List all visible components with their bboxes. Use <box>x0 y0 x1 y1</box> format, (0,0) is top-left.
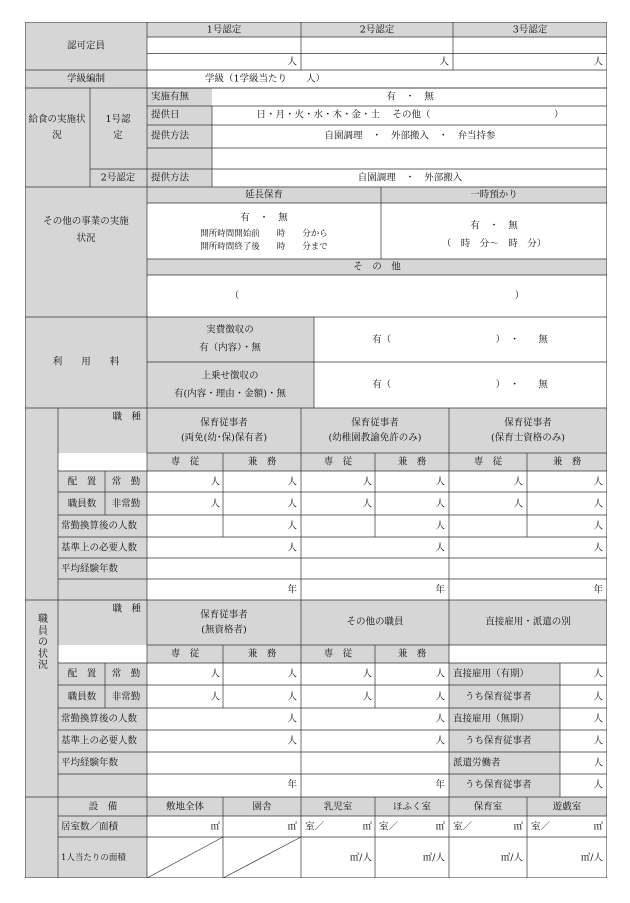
full-time-col3: 専 従 <box>473 456 503 468</box>
full-time-col5: 専 従 <box>323 648 353 660</box>
cell-a4[interactable]: 人 <box>435 476 445 488</box>
job-type-label-b: 職 種 <box>112 603 141 615</box>
req-5[interactable]: 人 <box>435 735 445 747</box>
dispatch-care-label: うち保育従事者 <box>465 779 532 791</box>
full-time-col1: 専 従 <box>170 456 200 468</box>
meal-days-label: 提供日 <box>151 109 180 121</box>
cert2-header: 2号認定 <box>359 24 395 36</box>
other-header: そ の 他 <box>353 261 401 273</box>
extra-fee-line1: 上乗せ徴収の <box>201 370 259 382</box>
col3-header-b: (保育士資格のみ) <box>491 432 565 444</box>
cert1-capacity[interactable]: 人 <box>287 56 297 68</box>
job-type-label-a: 職 種 <box>112 411 141 423</box>
dispatch-label: 派遣労働者 <box>453 757 501 769</box>
col2-header-b: (幼稚園教諭免許のみ) <box>328 432 422 444</box>
crawl-per[interactable]: ㎡/人 <box>422 852 445 864</box>
col6-header: 直接雇用・派遣の別 <box>485 616 571 628</box>
avg-years-label-a: 平均経験年数 <box>61 563 119 575</box>
nursery-area[interactable]: ㎡ <box>513 821 523 833</box>
emp-3[interactable]: 人 <box>593 713 603 725</box>
emp-2[interactable]: 人 <box>593 691 603 703</box>
nursery-info-form <box>25 22 607 878</box>
class-value[interactable]: 学級（1学級当たり 人） <box>205 73 326 85</box>
crawl-rooms[interactable]: 室／ <box>379 821 399 833</box>
cell-b1[interactable]: 人 <box>210 498 220 510</box>
play-area[interactable]: ㎡ <box>593 821 603 833</box>
extra-fee-value[interactable]: 有（ ） ・ 無 <box>372 379 548 391</box>
extended-care-after[interactable]: 開所時間終了後 時 分まで <box>200 241 328 252</box>
meal-label: 給食の実施状況 <box>28 114 86 141</box>
avg-years-label-b: 平均経験年数 <box>61 757 119 769</box>
fte-1[interactable]: 人 <box>287 520 297 532</box>
col5-header: その他の職員 <box>346 616 404 628</box>
site-area[interactable]: ㎡ <box>210 821 220 833</box>
req-1[interactable]: 人 <box>287 542 297 554</box>
nonregular-label-b: 非常勤 <box>111 691 141 703</box>
fte-3[interactable]: 人 <box>593 520 603 532</box>
meal-method2-value[interactable]: 自園調理 ・ 外部搬入 <box>357 172 463 184</box>
cell-c3[interactable]: 人 <box>362 668 372 680</box>
col4-header-a: 保育従事者 <box>200 609 248 621</box>
rooms-area-label: 居室数／面積 <box>61 821 119 833</box>
regular-label: 常 勤 <box>111 476 141 488</box>
part-time-col3: 兼 務 <box>552 456 582 468</box>
placement-label-b: 配 置 <box>67 668 97 680</box>
cell-b2[interactable]: 人 <box>287 498 297 510</box>
direct-fixed-care-label: うち保育従事者 <box>465 691 532 703</box>
temp-care-time[interactable]: （ 時 分～ 時 分） <box>441 238 547 250</box>
facility-label: 設 備 <box>88 801 118 813</box>
class-label: 学級編制 <box>66 73 106 85</box>
cell-b5[interactable]: 人 <box>513 498 523 510</box>
cell-b4[interactable]: 人 <box>435 498 445 510</box>
years-3[interactable]: 年 <box>593 584 603 596</box>
cell-a3[interactable]: 人 <box>362 476 372 488</box>
req-3[interactable]: 人 <box>593 542 603 554</box>
direct-fixed-label: 直接雇用（有期） <box>453 668 530 680</box>
extended-care-header: 延長保育 <box>244 189 284 201</box>
meal-method-label: 提供方法 <box>151 130 190 142</box>
req-2[interactable]: 人 <box>435 542 445 554</box>
gray-cells <box>25 22 607 878</box>
nursery-room-header: 保育室 <box>473 801 503 813</box>
cell-c1[interactable]: 人 <box>210 668 220 680</box>
fee-label: 利 用 料 <box>52 356 120 368</box>
col3-header-a: 保育従事者 <box>504 417 552 429</box>
meal-days-value[interactable]: 日・月・火・水・木・金・土 その他（ ） <box>256 109 564 121</box>
infant-rooms[interactable]: 室／ <box>305 821 325 833</box>
other-value[interactable]: （ ） <box>229 290 525 302</box>
meal-cert1-label: 1号認定 <box>105 114 131 141</box>
years-2[interactable]: 年 <box>435 584 445 596</box>
meal-method2-label: 提供方法 <box>151 172 190 184</box>
required-label-b: 基準上の必要人数 <box>61 735 138 747</box>
emp-1[interactable]: 人 <box>593 668 603 680</box>
cell-b3[interactable]: 人 <box>362 498 372 510</box>
fte-4[interactable]: 人 <box>287 713 297 725</box>
emp-4[interactable]: 人 <box>593 735 603 747</box>
meal-cert2-label: 2号認定 <box>100 172 136 184</box>
temp-care-umu[interactable]: 有 ・ 無 <box>470 220 518 232</box>
fte-label-a: 常勤換算後の人数 <box>61 520 138 532</box>
meal-method-value[interactable]: 自園調理 ・ 外部搬入 ・ 弁当持参 <box>324 130 496 142</box>
cert3-capacity[interactable]: 人 <box>593 56 603 68</box>
cell-a5[interactable]: 人 <box>513 476 523 488</box>
cell-a2[interactable]: 人 <box>287 476 297 488</box>
placement-label: 配 置 <box>67 476 97 488</box>
actual-cost-line1: 実費徴収の <box>206 324 254 336</box>
other-business-label: その他の事業の実施状況 <box>43 216 129 244</box>
form-grid <box>25 22 607 878</box>
cell-d4[interactable]: 人 <box>435 691 445 703</box>
regular-label-b: 常 勤 <box>111 668 141 680</box>
actual-cost-value[interactable]: 有（ ） ・ 無 <box>372 334 548 346</box>
cert3-header: 3号認定 <box>512 24 548 36</box>
building-area[interactable]: ㎡ <box>287 821 297 833</box>
fte-label-b: 常勤換算後の人数 <box>61 713 138 725</box>
infant-room-header: 乳児室 <box>323 801 353 813</box>
cell-a6[interactable]: 人 <box>593 476 603 488</box>
extended-care-before[interactable]: 開所時間開始前 時 分から <box>200 228 328 239</box>
fte-5[interactable]: 人 <box>435 713 445 725</box>
play-room-header: 遊戯室 <box>552 801 582 813</box>
nursery-rooms[interactable]: 室／ <box>453 821 473 833</box>
actual-cost-line2: 有（内容）・無 <box>199 342 261 354</box>
cell-c2[interactable]: 人 <box>287 668 297 680</box>
extra-fee-line2: 有(内容・理由・金額)・無 <box>174 388 286 400</box>
cell-d2[interactable]: 人 <box>287 691 297 703</box>
nonregular-label: 非常勤 <box>111 498 141 510</box>
fte-2[interactable]: 人 <box>435 520 445 532</box>
years-4[interactable]: 年 <box>287 779 297 791</box>
direct-indef-label: 直接雇用（無期） <box>453 713 530 725</box>
full-time-col2: 専 従 <box>323 456 353 468</box>
cert2-capacity[interactable]: 人 <box>439 56 449 68</box>
cell-c4[interactable]: 人 <box>435 668 445 680</box>
col1-header-a: 保育従事者 <box>200 417 248 429</box>
cell-d3[interactable]: 人 <box>362 691 372 703</box>
staff-count-label: 職員数 <box>67 498 97 510</box>
infant-per[interactable]: ㎡/人 <box>349 852 372 864</box>
part-time-col1: 兼 務 <box>247 456 277 468</box>
emp-6[interactable]: 人 <box>593 779 603 791</box>
meal-impl-value[interactable]: 有 ・ 無 <box>386 91 434 103</box>
staff-label: 職員の状況 <box>38 614 48 671</box>
play-rooms[interactable]: 室／ <box>531 821 551 833</box>
part-time-col5: 兼 務 <box>397 648 427 660</box>
years-5[interactable]: 年 <box>435 779 445 791</box>
required-label-a: 基準上の必要人数 <box>61 542 138 554</box>
cert1-header: 1号認定 <box>206 24 242 36</box>
full-time-col4: 専 従 <box>170 648 200 660</box>
col4-header-b: (無資格者) <box>201 624 247 636</box>
part-time-col2: 兼 務 <box>397 456 427 468</box>
cell-b6[interactable]: 人 <box>593 498 603 510</box>
col2-header-a: 保育従事者 <box>351 417 399 429</box>
per-person-label: 1人当たりの面積 <box>61 852 126 863</box>
req-4[interactable]: 人 <box>287 735 297 747</box>
play-per[interactable]: ㎡/人 <box>580 852 603 864</box>
part-time-col4: 兼 務 <box>247 648 277 660</box>
temp-care-header: 一時預かり <box>470 189 518 201</box>
years-1[interactable]: 年 <box>287 584 297 596</box>
nursery-per[interactable]: ㎡/人 <box>500 852 523 864</box>
cell-d1[interactable]: 人 <box>210 691 220 703</box>
crawl-area[interactable]: ㎡ <box>435 821 445 833</box>
infant-area[interactable]: ㎡ <box>362 821 372 833</box>
cell-a1[interactable]: 人 <box>210 476 220 488</box>
staff-count-label-b: 職員数 <box>67 691 97 703</box>
direct-indef-care-label: うち保育従事者 <box>465 735 532 747</box>
extended-care-umu[interactable]: 有 ・ 無 <box>240 212 288 224</box>
site-header: 敷地全体 <box>165 801 205 813</box>
meal-impl-label: 実施有無 <box>151 91 190 103</box>
emp-5[interactable]: 人 <box>593 757 603 769</box>
crawl-room-header: ほふく室 <box>392 801 432 813</box>
col1-header-b: (両免(幼･保)保有者) <box>180 432 268 444</box>
building-header: 園舎 <box>252 801 272 813</box>
capacity-label: 認可定員 <box>66 40 106 52</box>
